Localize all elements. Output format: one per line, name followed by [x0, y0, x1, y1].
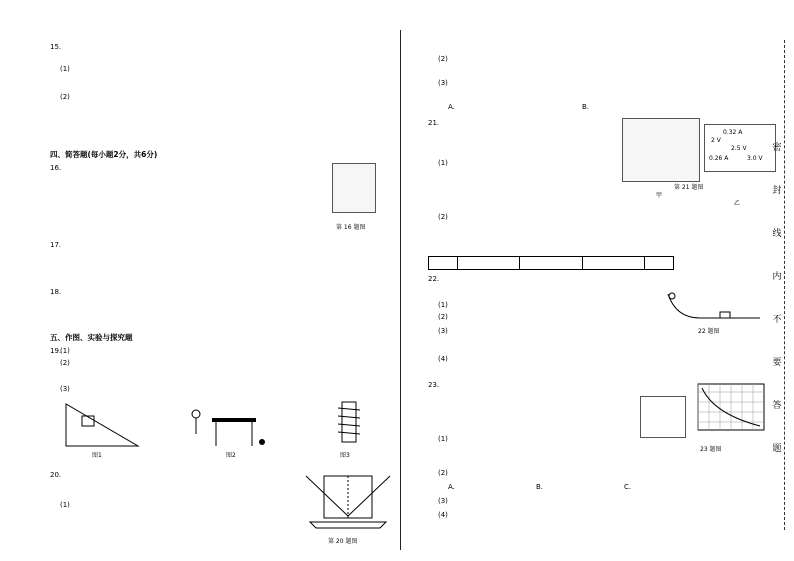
q23-option-a: A.	[448, 483, 455, 491]
q22-fig-label: 22 题图	[698, 328, 720, 335]
q21-meter-4: 3.0 V	[747, 155, 763, 162]
q21-fig-yi: 乙	[734, 200, 741, 207]
q21-col-4	[645, 257, 673, 269]
q21-col-0	[429, 257, 458, 269]
q21-col-3	[583, 257, 645, 269]
q20-sub1: (1)	[60, 501, 70, 509]
seal-line-text	[770, 140, 784, 484]
section5-heading: 五、作图、实验与探究题	[50, 333, 133, 342]
seal-char-2: 线	[772, 229, 782, 239]
q23-option-c: C.	[624, 483, 632, 491]
q23-circuit-figure	[640, 396, 686, 438]
q22-sub1: (1)	[438, 301, 448, 309]
q23-sub4: (4)	[438, 511, 448, 519]
q20-fig-label: 第 20 题图	[328, 538, 358, 545]
q19-sub3: (3)	[60, 385, 70, 393]
q20-figure	[300, 468, 396, 532]
seal-char-1: 封	[772, 186, 782, 196]
q21-figure-jia	[622, 118, 700, 182]
q21-meter-3: 0.26 A	[709, 155, 729, 162]
q16-stem: 16.	[50, 164, 62, 172]
seal-char-7: 题	[772, 444, 782, 454]
q19-fig2-label: 图2	[226, 452, 236, 459]
q20-sub3: (3)	[438, 79, 448, 87]
seal-char-4: 不	[772, 315, 782, 325]
q20-option-a: A.	[448, 103, 455, 111]
q19-figure1	[62, 398, 142, 450]
q21-stem: 21.	[428, 119, 440, 127]
traffic-sign-figure	[332, 163, 376, 213]
right-column	[404, 0, 764, 561]
q19-figure3	[330, 398, 370, 450]
q17-stem: 17.	[50, 241, 62, 249]
seal-dashed-line	[784, 40, 785, 530]
q22-sub4: (4)	[438, 355, 448, 363]
q21-figure-yi	[704, 124, 776, 172]
q21-meter-1: 2 V	[711, 137, 721, 144]
q23-fig-label: 23 题图	[700, 446, 722, 453]
q23-graph	[690, 380, 768, 438]
q22-sub3: (3)	[438, 327, 448, 335]
q18-stem: 18.	[50, 288, 62, 296]
q20-option-b: B.	[582, 103, 590, 111]
q15-stem: 15.	[50, 43, 62, 51]
q19-sub1: (1)	[60, 347, 70, 355]
q21-fig-label: 第 21 题图	[674, 184, 704, 191]
q23-sub3: (3)	[438, 497, 448, 505]
q19-fig3-label: 图3	[340, 452, 350, 459]
q21-meter-2: 2.5 V	[731, 145, 747, 152]
q19-stem: 19.	[50, 347, 62, 355]
column-divider	[400, 30, 401, 550]
q21-col-2	[520, 257, 582, 269]
q16-fig-label: 第 16 题图	[336, 224, 366, 231]
q21-fig-jia: 甲	[656, 192, 663, 199]
seal-char-6: 答	[772, 401, 782, 411]
q22-figure	[664, 290, 764, 324]
q15-sub1: (1)	[60, 65, 70, 73]
q19-sub2: (2)	[60, 359, 70, 367]
seal-char-0: 密	[772, 143, 782, 153]
q20-sub2: (2)	[438, 55, 448, 63]
q20-stem: 20.	[50, 471, 62, 479]
seal-char-5: 要	[772, 358, 782, 368]
q21-meter-0: 0.32 A	[723, 129, 743, 136]
q23-option-b: B.	[536, 483, 544, 491]
q15-sub2: (2)	[60, 93, 70, 101]
q23-stem: 23.	[428, 381, 440, 389]
q21-table	[428, 256, 674, 270]
q22-sub2: (2)	[438, 313, 448, 321]
q19-fig1-label: 图1	[92, 452, 102, 459]
q21-sub1: (1)	[438, 159, 448, 167]
seal-char-3: 内	[772, 272, 782, 282]
q21-sub2: (2)	[438, 213, 448, 221]
section4-heading: 四、简答题(每小题2分，共6分)	[50, 150, 158, 159]
q23-sub1: (1)	[438, 435, 448, 443]
q23-sub2: (2)	[438, 469, 448, 477]
q22-stem: 22.	[428, 275, 440, 283]
q21-col-1	[458, 257, 520, 269]
q19-figure2	[182, 398, 272, 450]
